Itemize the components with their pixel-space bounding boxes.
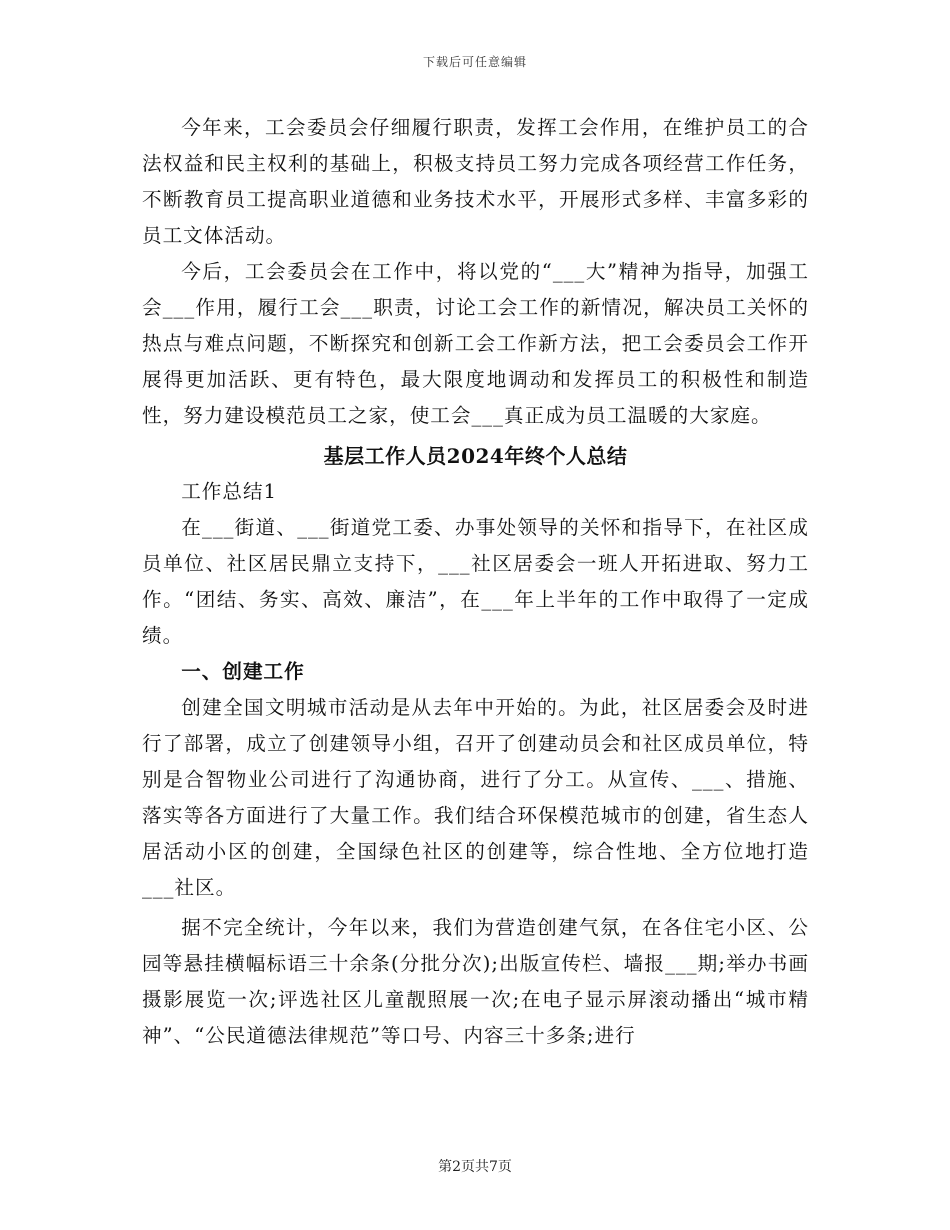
document-body [142,110,809,1054]
paragraph-union-future: 今后，工会委员会在工作中，将以党的“___大”精神为指导，加强工会___作用，履行工会___职责，讨论工会工作的新情况，解决员工关怀的热点与难点问题，不断探究和创新工会工作新方法，把工会委员会工作开展得更加活跃、更有特色，最大限度地调动和发挥员工的积极性和制造性，努力建设模范员工之家，使工会___真正成为员工温暖的大家庭。 [142,260,809,427]
summary-subtitle: 工作总结1 [181,480,278,503]
page-header-note: 下载后可任意编辑 [422,55,527,69]
page-number-footer: 第2页共7页 [438,1159,512,1175]
paragraph-intro: 在___街道、___街道党工委、办事处领导的关怀和指导下，在社区成员单位、社区居民鼎立支持下，___社区居委会一班人开拓进取、努力工作。“团结、务实、高效、廉洁”，在___年上半年的工作中取得了一定成绩。 [142,516,809,647]
paragraph-union-work: 今年来，工会委员会仔细履行职责，发挥工会作用，在维护员工的合法权益和民主权利的基础上，积极支持员工努力完成各项经营工作任务，不断教育员工提高职业道德和业务技术水平，开展形式多样、丰富多彩的员工文体活动。 [142,116,809,247]
section-heading-creation: 一、创建工作 [181,660,305,683]
document-title: 基层工作人员2024年终个人总结 [323,444,628,468]
paragraph-statistics: 据不完全统计，今年以来，我们为营造创建气氛，在各住宅小区、公园等悬挂横幅标语三十余条(分批分次);出版宣传栏、墙报___期;举办书画摄影展览一次;评选社区儿童靓照展一次;在电子显示屏滚动播出“城市精神”、“公民道德法律规范”等口号、内容三十多条;进行 [142,916,809,1047]
paragraph-creation-activity: 创建全国文明城市活动是从去年中开始的。为此，社区居委会及时进行了部署，成立了创建领导小组，召开了创建动员会和社区成员单位，特别是合智物业公司进行了沟通协商，进行了分工。从宣传、___、措施、落实等各方面进行了大量工作。我们结合环保模范城市的创建，省生态人居活动小区的创建，全国绿色社区的创建等，综合性地、全方位地打造___社区。 [142,696,809,899]
